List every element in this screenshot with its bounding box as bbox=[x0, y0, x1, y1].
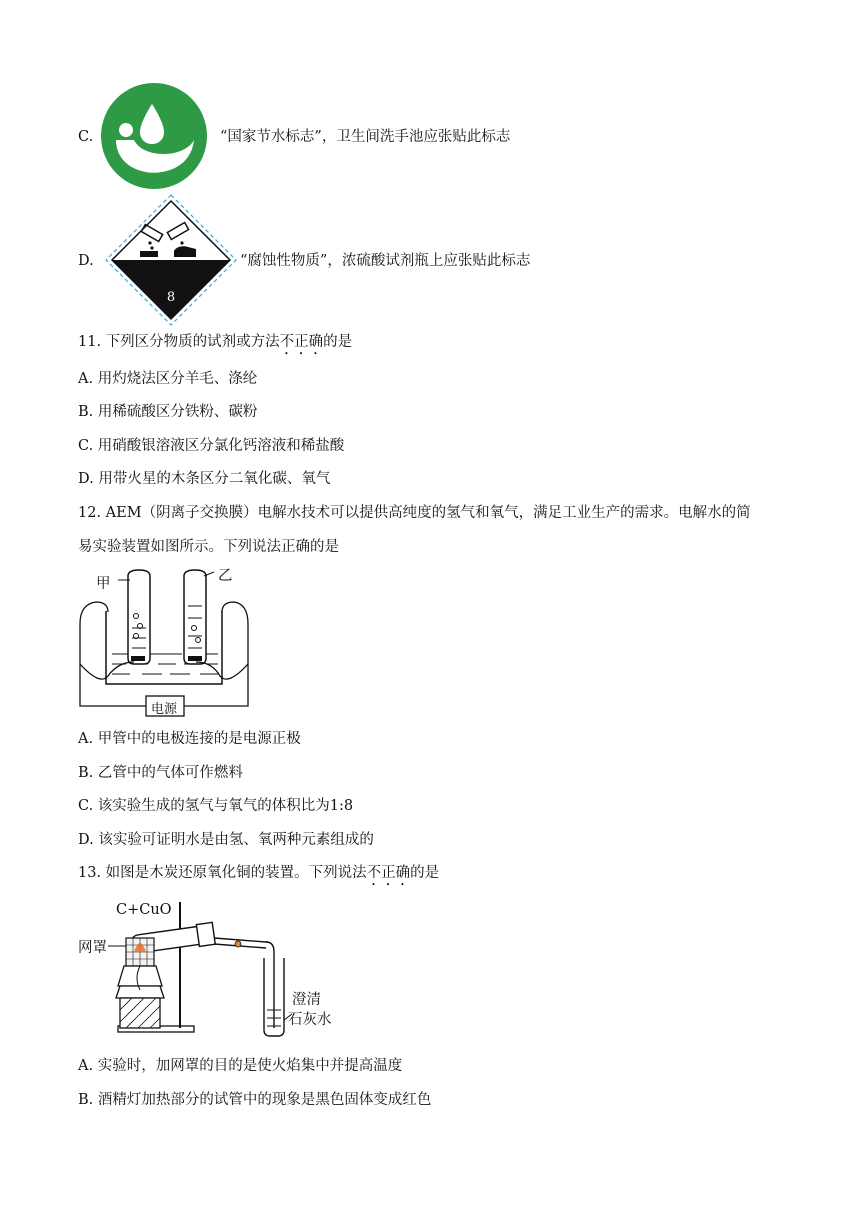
corrosive-hazard-sign-icon bbox=[104, 193, 238, 327]
q12-option-c: C. 该实验生成的氢气与氧气的体积比为1:8 bbox=[78, 798, 354, 814]
carbon-reduction-apparatus-figure bbox=[78, 898, 348, 1038]
option-d-letter: D. bbox=[78, 253, 94, 269]
hazard-class-number: 8 bbox=[166, 290, 176, 305]
limewater-label-2: 石灰水 bbox=[288, 1012, 332, 1028]
q11-option-c: C. 用硝酸银溶液区分氯化钙溶液和稀盐酸 bbox=[78, 438, 345, 454]
q13-option-b: B. 酒精灯加热部分的试管中的现象是黑色固体变成红色 bbox=[78, 1092, 432, 1108]
q11-option-d: D. 用带火星的木条区分二氧化碳、氧气 bbox=[78, 471, 331, 487]
q11-stem-post: 的是 bbox=[323, 334, 353, 350]
q13-stem-pre: 13. 如图是木炭还原氧化铜的装置。下列说法 bbox=[78, 865, 367, 881]
question-11-stem bbox=[78, 332, 352, 358]
q13-stem-post: 的是 bbox=[410, 865, 440, 881]
q12-option-a: A. 甲管中的电极连接的是电源正极 bbox=[78, 731, 301, 747]
limewater-label-1: 澄清 bbox=[292, 992, 321, 1008]
tube-jia-label: 甲 bbox=[96, 576, 111, 592]
q11-stem-emphasis: 不正确 bbox=[279, 334, 324, 350]
option-c-text: “国家节水标志”，卫生间洗手池应张贴此标志 bbox=[220, 129, 511, 145]
q12-option-b: B. 乙管中的气体可作燃料 bbox=[78, 765, 243, 781]
q11-option-a: A. 用灼烧法区分羊毛、涤纶 bbox=[78, 371, 258, 387]
q13-stem-emphasis: 不正确 bbox=[366, 865, 411, 881]
tube-yi-label: 乙 bbox=[218, 568, 233, 584]
water-saving-logo-icon bbox=[100, 82, 208, 190]
q11-option-b: B. 用稀硫酸区分铁粉、碳粉 bbox=[78, 404, 258, 420]
q13-option-a: A. 实验时，加网罩的目的是使火焰集中并提高温度 bbox=[78, 1058, 403, 1074]
question-12-stem-line1: 12. AEM（阴离子交换膜）电解水技术可以提供高纯度的氢气和氧气，满足工业生产的需求。电解水的简 bbox=[78, 505, 751, 521]
question-13-stem bbox=[78, 863, 439, 889]
option-d-text: “腐蚀性物质”，浓硫酸试剂瓶上应张贴此标志 bbox=[240, 253, 531, 269]
reagent-label: C+CuO bbox=[116, 902, 172, 918]
q12-option-d: D. 该实验可证明水是由氢、氧两种元素组成的 bbox=[78, 832, 374, 848]
power-supply-label: 电源 bbox=[151, 702, 178, 717]
option-c-letter: C. bbox=[78, 129, 94, 145]
electrolysis-apparatus-figure bbox=[78, 566, 258, 722]
q11-stem-pre: 11. 下列区分物质的试剂或方法 bbox=[78, 334, 280, 350]
question-12-stem-line2: 易实验装置如图所示。下列说法正确的是 bbox=[78, 539, 339, 555]
mesh-hood-label: 网罩 bbox=[78, 940, 107, 956]
